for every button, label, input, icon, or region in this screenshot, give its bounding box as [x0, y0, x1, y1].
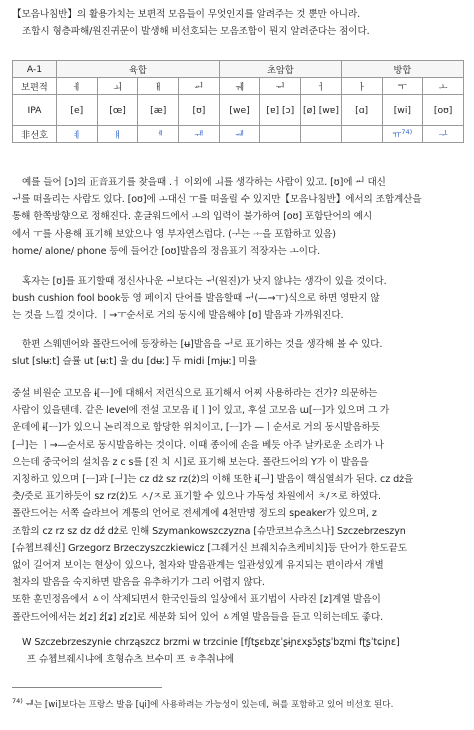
table-cell: ㅞ [219, 78, 260, 95]
table-header-choamhap: 초암합 [219, 61, 341, 78]
table-cell: ㅗ [423, 78, 464, 95]
text-line: W Szczebrzeszynie chrząszcz brzmi w trzcinie [fʃtʂɛbʐɛˈʂɨɲɛxʂɔ̃ʂʈʂˈbʐmi fʈʂˈtɕiɲɛ] [22, 637, 400, 648]
table-cell: ㅐ [138, 78, 179, 95]
text-line: 통해 한쪽방향으로 정해진다. 훈글워드에서 ㅗ의 입력이 불가하여 [oʊ] 포함단어의 예시 [12, 211, 373, 223]
table-cell: [ø] [wɐ] [301, 95, 342, 126]
text-line: 에서 ㅜ를 사용해 표기해 보았으나 영 부자연스럽다. (ᆛ는 ᆠ을 포함하고 있음) [12, 228, 336, 240]
table-cell: ㅏ [341, 78, 382, 95]
text-line: 지칭하고 있으며 [ᅳ]과 [ᅴ]는 cz dż sz rz(ż)의 이해 또한 ɨ[ᅴ] 발음이 핵심열쇠가 된다. cz dż을 [12, 474, 414, 486]
text-line: ᆔ를 떠올리는 사람도 있다. [oʊ]에 ㅗ대신 ㅜ를 떠올릴 수 있지만【모음나침반】에서의 조합계산을 [12, 194, 422, 206]
table-cell: ㅔ [57, 78, 98, 95]
text-line: 사람이 있을텐데. 같은 level에 전설 고모음 i[ㅣ]이 있고, 후설 고모음 ɯ[ᅳ]가 있으며 그 가 [12, 405, 390, 417]
paragraph-5 [12, 634, 464, 668]
table-cell: [ɐ] [ɔ] [260, 95, 301, 126]
text-line: 예를 들어 [ɔ]의 正音표기를 찾을때 .ㅓ 이외에 ㅚ를 생각하는 사람이 있고. [ʊ]에 ᆈ 대신 [22, 177, 386, 188]
table-cell [301, 126, 342, 143]
text-line: [ᅴ]는 ㅣ→—순서로 동시발음하는 것이다. 이때 종이에 손을 베듯 아주 날카로운 소리가 나 [12, 439, 384, 451]
footnote-marker: 74) [12, 697, 23, 705]
table-row-nonpref [13, 126, 464, 143]
text-line: 혹자는 [ʊ]를 표기할때 정신사나운 ᆈ보다는 ᆔ(원진)가 낫지 않냐는 생각이 있을 것이다. [22, 276, 387, 287]
table-cell: ㅒ [97, 126, 138, 143]
paragraph-2 [12, 273, 464, 325]
footnote-divider [12, 687, 162, 688]
table-row-universal [13, 78, 464, 95]
text-line: 는 것을 느낄 것이다. ㅣ→ㅜ순서로 거의 동시에 발음해야 [ʊ] 발음과 가까워진다. [12, 310, 344, 322]
table-header-a1: A-1 [13, 61, 57, 78]
table-header-banghap: 방합 [341, 61, 463, 78]
intro-paragraph [12, 6, 464, 40]
paragraph-4 [12, 385, 464, 626]
table-cell: ㅖ [57, 126, 98, 143]
table-cell: ᆈ [179, 78, 220, 95]
text-line: 철자의 발음을 숙지하면 발음을 유추하기가 그리 어렵지 않다. [12, 577, 265, 589]
vowel-table [12, 60, 464, 143]
table-header-row [13, 61, 464, 78]
table-header-yukhap: 육합 [57, 61, 220, 78]
row-label: 非선호 [13, 126, 57, 143]
paragraph-3 [12, 336, 464, 370]
text-line: 폴란드어는 서쪽 슬라브어 계통의 언어로 전세계에 4천만명 정도의 speaker가 있으며, z [12, 508, 377, 520]
table-cell [260, 126, 301, 143]
text-line: 한편 스웨덴어와 폴란드어에 등장하는 [ʉ]발음을 ᆔ로 표기하는 것을 생각해 볼 수 있다. [22, 339, 383, 350]
table-cell: ᆔ [260, 78, 301, 95]
table-cell: [wi] [382, 95, 423, 126]
paragraph-1 [12, 174, 464, 260]
table-cell: ᆌ [219, 126, 260, 143]
table-cell: ㅜ [382, 78, 423, 95]
text-line: slut [slʉːt] 슬률 ut [ʉːt] 울 du [dʉː] 두 midi [mjʉː] 미율 [12, 356, 257, 368]
text-line: 프 슈쳅브줴시냐에 흐형슈츠 브수미 프 ㅎ추취냐에 [12, 654, 235, 666]
table-cell: [we] [219, 95, 260, 126]
table-cell: ㅚ [97, 78, 138, 95]
text-line: 운데에 ɨ[ᅳ]가 있으니 논리적으로 합당한 위치이고, [ᅳ]가 —ㅣ순서로 거의 동시발음하듯 [12, 422, 380, 434]
footnote [12, 694, 464, 712]
table-cell: [æ] [138, 95, 179, 126]
row-label: 보편적 [13, 78, 57, 95]
text-line: 중설 비원순 고모음 ɨ[ᅳ]에 대해서 저런식으로 표기해서 어찌 사용하라는 건가? 의문하는 [12, 388, 378, 399]
table-cell [382, 126, 423, 143]
table-cell: ᆛ [423, 126, 464, 143]
text-line: home/ alone/ phone 등에 들어간 [oʊ]발음의 정음표기 적장자는 ㅗ이다. [12, 245, 321, 257]
table-row-ipa [13, 95, 464, 126]
cell-text: ㅠ [392, 130, 402, 141]
table-cell: [ʊ] [179, 95, 220, 126]
text-line: 【모음나침반】의 활용가치는 보편적 모음들이 무엇인지를 알려주는 것 뿐만 아니라. [12, 9, 361, 20]
row-label: IPA [13, 95, 57, 126]
text-line: 없이 길어져 보이는 현상이 있으나, 철자와 발음관계는 일관성있게 유지되는 편이라서 개별 [12, 560, 384, 572]
text-line: bush cushion fool book등 영 페이지 단어를 발음할때 ᆔ(—→ㅜ)식으로 하면 영딴지 않 [12, 293, 380, 305]
table-cell: [œ] [97, 95, 138, 126]
text-line: 폴란드어에서는 ż[z] ź[ʑ] z[z]로 세분화 되어 있어 ㅿ계열 발음들을 듣고 익히는데도 좋다. [12, 611, 384, 623]
text-line: 으는데 중국어의 설치음 z c s를 [진 치 시]로 표기해 보는다. 폴란드어의 Y가 이 발음을 [12, 456, 369, 468]
footnote-ref: 74) [401, 127, 413, 136]
text-line: 조합시 형층파해/원진귀문이 발생해 비선호되는 모음조합이 뭔지 알려준다는 점이다. [22, 26, 370, 38]
table-cell: [oʊ] [423, 95, 464, 126]
text-line: 츳/즛로 표기하듯이 sz rz(ż)도 ㅅ/ㅈ로 표기할 수 있으나 가독성 차원에서 ㅊ/ㅈ로 하였다. [12, 491, 381, 503]
table-cell: [e] [57, 95, 98, 126]
text-line: 또한 훈민정음에서 ㅿ이 삭제되면서 한국인들의 일상에서 표기법이 사라진 [z]계열 발음이 [12, 594, 381, 606]
text-line: 조합의 cz rz sz dz dź dż로 인해 Szymankowszczyzna [슈만코브슈츠스나] Szczebrzeszyn [12, 525, 406, 537]
table-cell: ᆊ [179, 126, 220, 143]
table-cell [341, 126, 382, 143]
table-cell: ㅓ [301, 78, 342, 95]
footnote-text: ᆒ는 [wi]보다는 프랑스 발음 [ɥi]에 사용하려는 가능성이 있는데, 혀를 포함하고 있어 비선호 된다. [25, 699, 394, 710]
table-cell: ᅨ [138, 126, 179, 143]
text-line: [슈쳅브줴신] Grzegorz Brzeczyszczkiewicz [그줴거신 브줴치슈츠케비치]등 단어가 한도끝도 [12, 542, 407, 554]
table-cell: [ɑ] [341, 95, 382, 126]
